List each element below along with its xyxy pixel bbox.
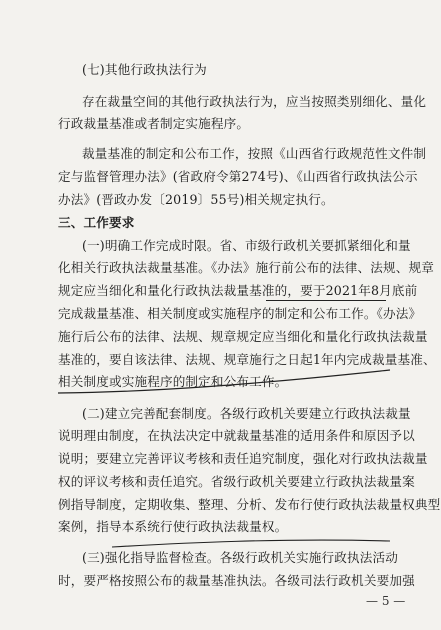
- paragraph-line: 裁量基准的制定和公布工作，按照《山西省行政规范性文件制: [82, 146, 427, 161]
- paragraph-line: 化相关行政执法裁量基准。《办法》施行前公布的法律、法规、规章: [58, 260, 435, 275]
- paragraph-line: 相关制度或实施程序的制定和公布工作。: [58, 374, 288, 389]
- paragraph-line: (三)强化指导监督检查。各级行政机关实施行政执法活动: [82, 550, 398, 565]
- paragraph-line: 行政裁量基准或者制定实施程序。: [58, 116, 250, 131]
- paragraph-line: 案例，指导本系统行使行政执法裁量权。: [58, 519, 288, 534]
- paragraph-line: 例指导制度，定期收集、整理、分析、发布行使行政执法裁量权典型: [58, 497, 441, 512]
- section-heading-work-requirements: 三、工作要求: [58, 215, 135, 230]
- paragraph-line: 施行后公布的法律、法规、规章规定应当细化和量化行政执法裁量: [58, 329, 428, 344]
- paragraph-line: (二)建立完善配套制度。各级行政机关要建立行政执法裁量: [82, 406, 411, 421]
- paragraph-line: 权的评议考核和责任追究。省级行政机关要建立行政执法裁量案: [58, 474, 415, 489]
- paragraph-line: (一)明确工作完成时限。省、市级行政机关要抓紧细化和量: [82, 238, 411, 253]
- paragraph-line: 时，要严格按照公布的裁量基准执法。各级司法行政机关要加强: [58, 573, 415, 588]
- page-number: — 5 —: [366, 594, 406, 608]
- paragraph-line: 说明；要建立完善评议考核和责任追究制度，强化对行政执法裁量: [58, 451, 428, 466]
- paragraph-line: 基准的，要自该法律、法规、规章施行之日起1年内完成裁量基准、: [58, 352, 436, 367]
- paragraph-line: 规定应当细化和量化行政执法裁量基准的，要于2021年8月底前: [58, 283, 418, 298]
- paragraph-line: 完成裁量基准、相关制度或实施程序的制定和公布工作。《办法》: [58, 306, 422, 321]
- paragraph-line: 办法》(晋政办发〔2019〕55号)相关规定执行。: [58, 192, 334, 207]
- paragraph-line: 存在裁量空间的其他行政执法行为，应当按照类别细化、量化: [82, 94, 427, 109]
- paragraph-line: 说明理由制度，在执法决定中就裁量基准的适用条件和原因予以: [58, 428, 415, 443]
- paragraph-line: 定与监督管理办法》(省政府令第274号)、《山西省行政执法公示: [58, 169, 418, 184]
- subheading-other-acts: (七)其他行政执法行为: [82, 62, 207, 77]
